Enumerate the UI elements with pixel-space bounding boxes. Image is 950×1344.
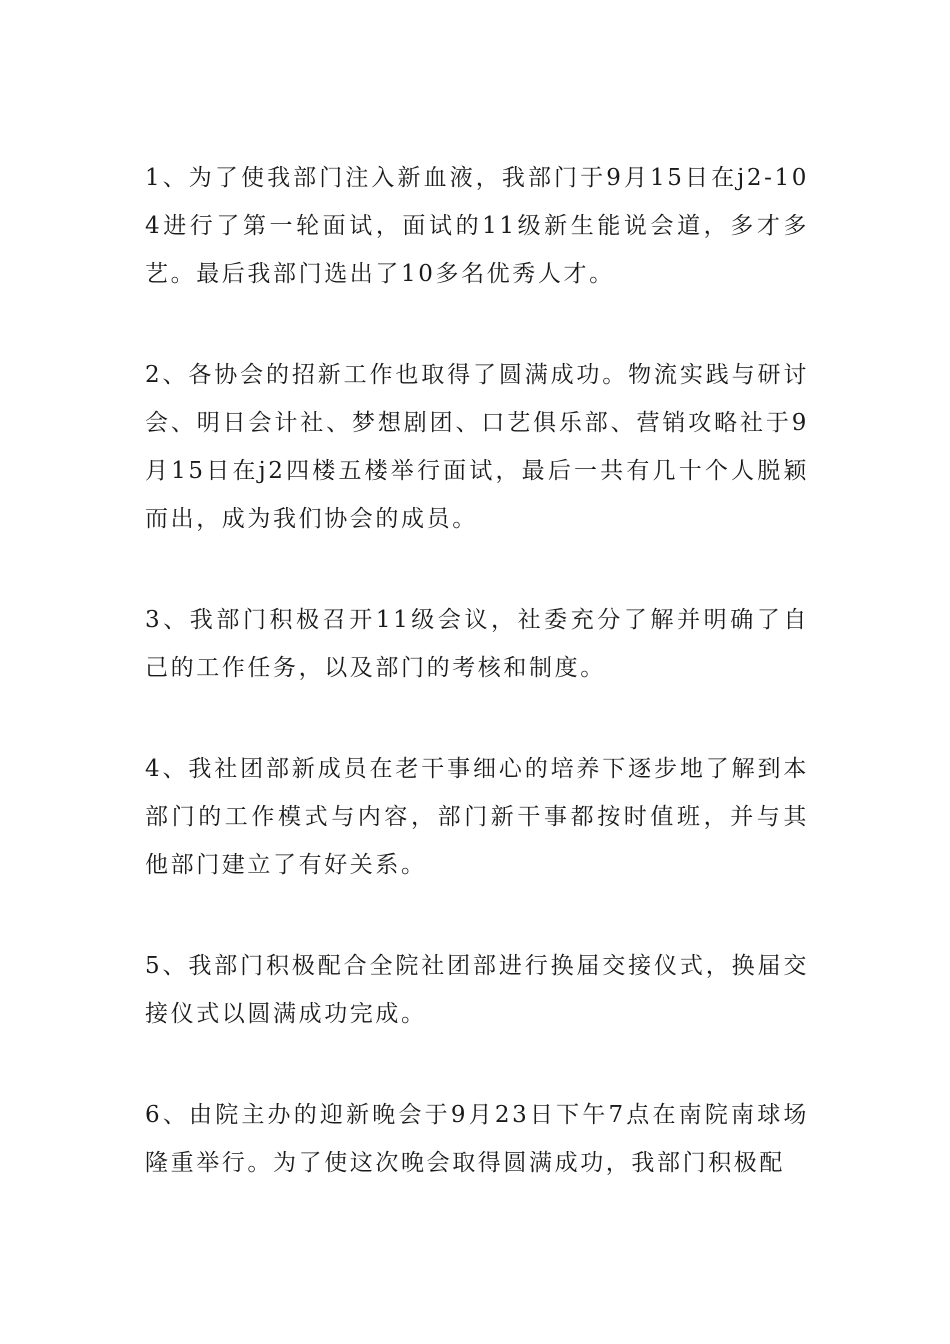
document-body (145, 154, 809, 1240)
paragraph-4: 4、我社团部新成员在老干事细心的培养下逐步地了解到本部门的工作模式与内容，部门新干事都按时值班，并与其他部门建立了有好关系。 (145, 756, 809, 878)
paragraph-2: 2、各协会的招新工作也取得了圆满成功。物流实践与研讨会、明日会计社、梦想剧团、口艺俱乐部、营销攻略社于9月15日在j2四楼五楼举行面试，最后一共有几十个人脱颖而出，成为我们协会的成员。 (145, 362, 809, 532)
paragraph-5: 5、我部门积极配合全院社团部进行换届交接仪式，换届交接仪式以圆满成功完成。 (145, 953, 809, 1027)
paragraph-3: 3、我部门积极召开11级会议，社委充分了解并明确了自己的工作任务，以及部门的考核和制度。 (145, 607, 809, 681)
paragraph-1: 1、为了使我部门注入新血液，我部门于9月15日在j2-104进行了第一轮面试，面试的11级新生能说会道，多才多艺。最后我部门选出了10多名优秀人才。 (145, 165, 809, 287)
paragraph-6: 6、由院主办的迎新晚会于9月23日下午7点在南院南球场隆重举行。为了使这次晚会取得圆满成功，我部门积极配 (145, 1102, 809, 1176)
